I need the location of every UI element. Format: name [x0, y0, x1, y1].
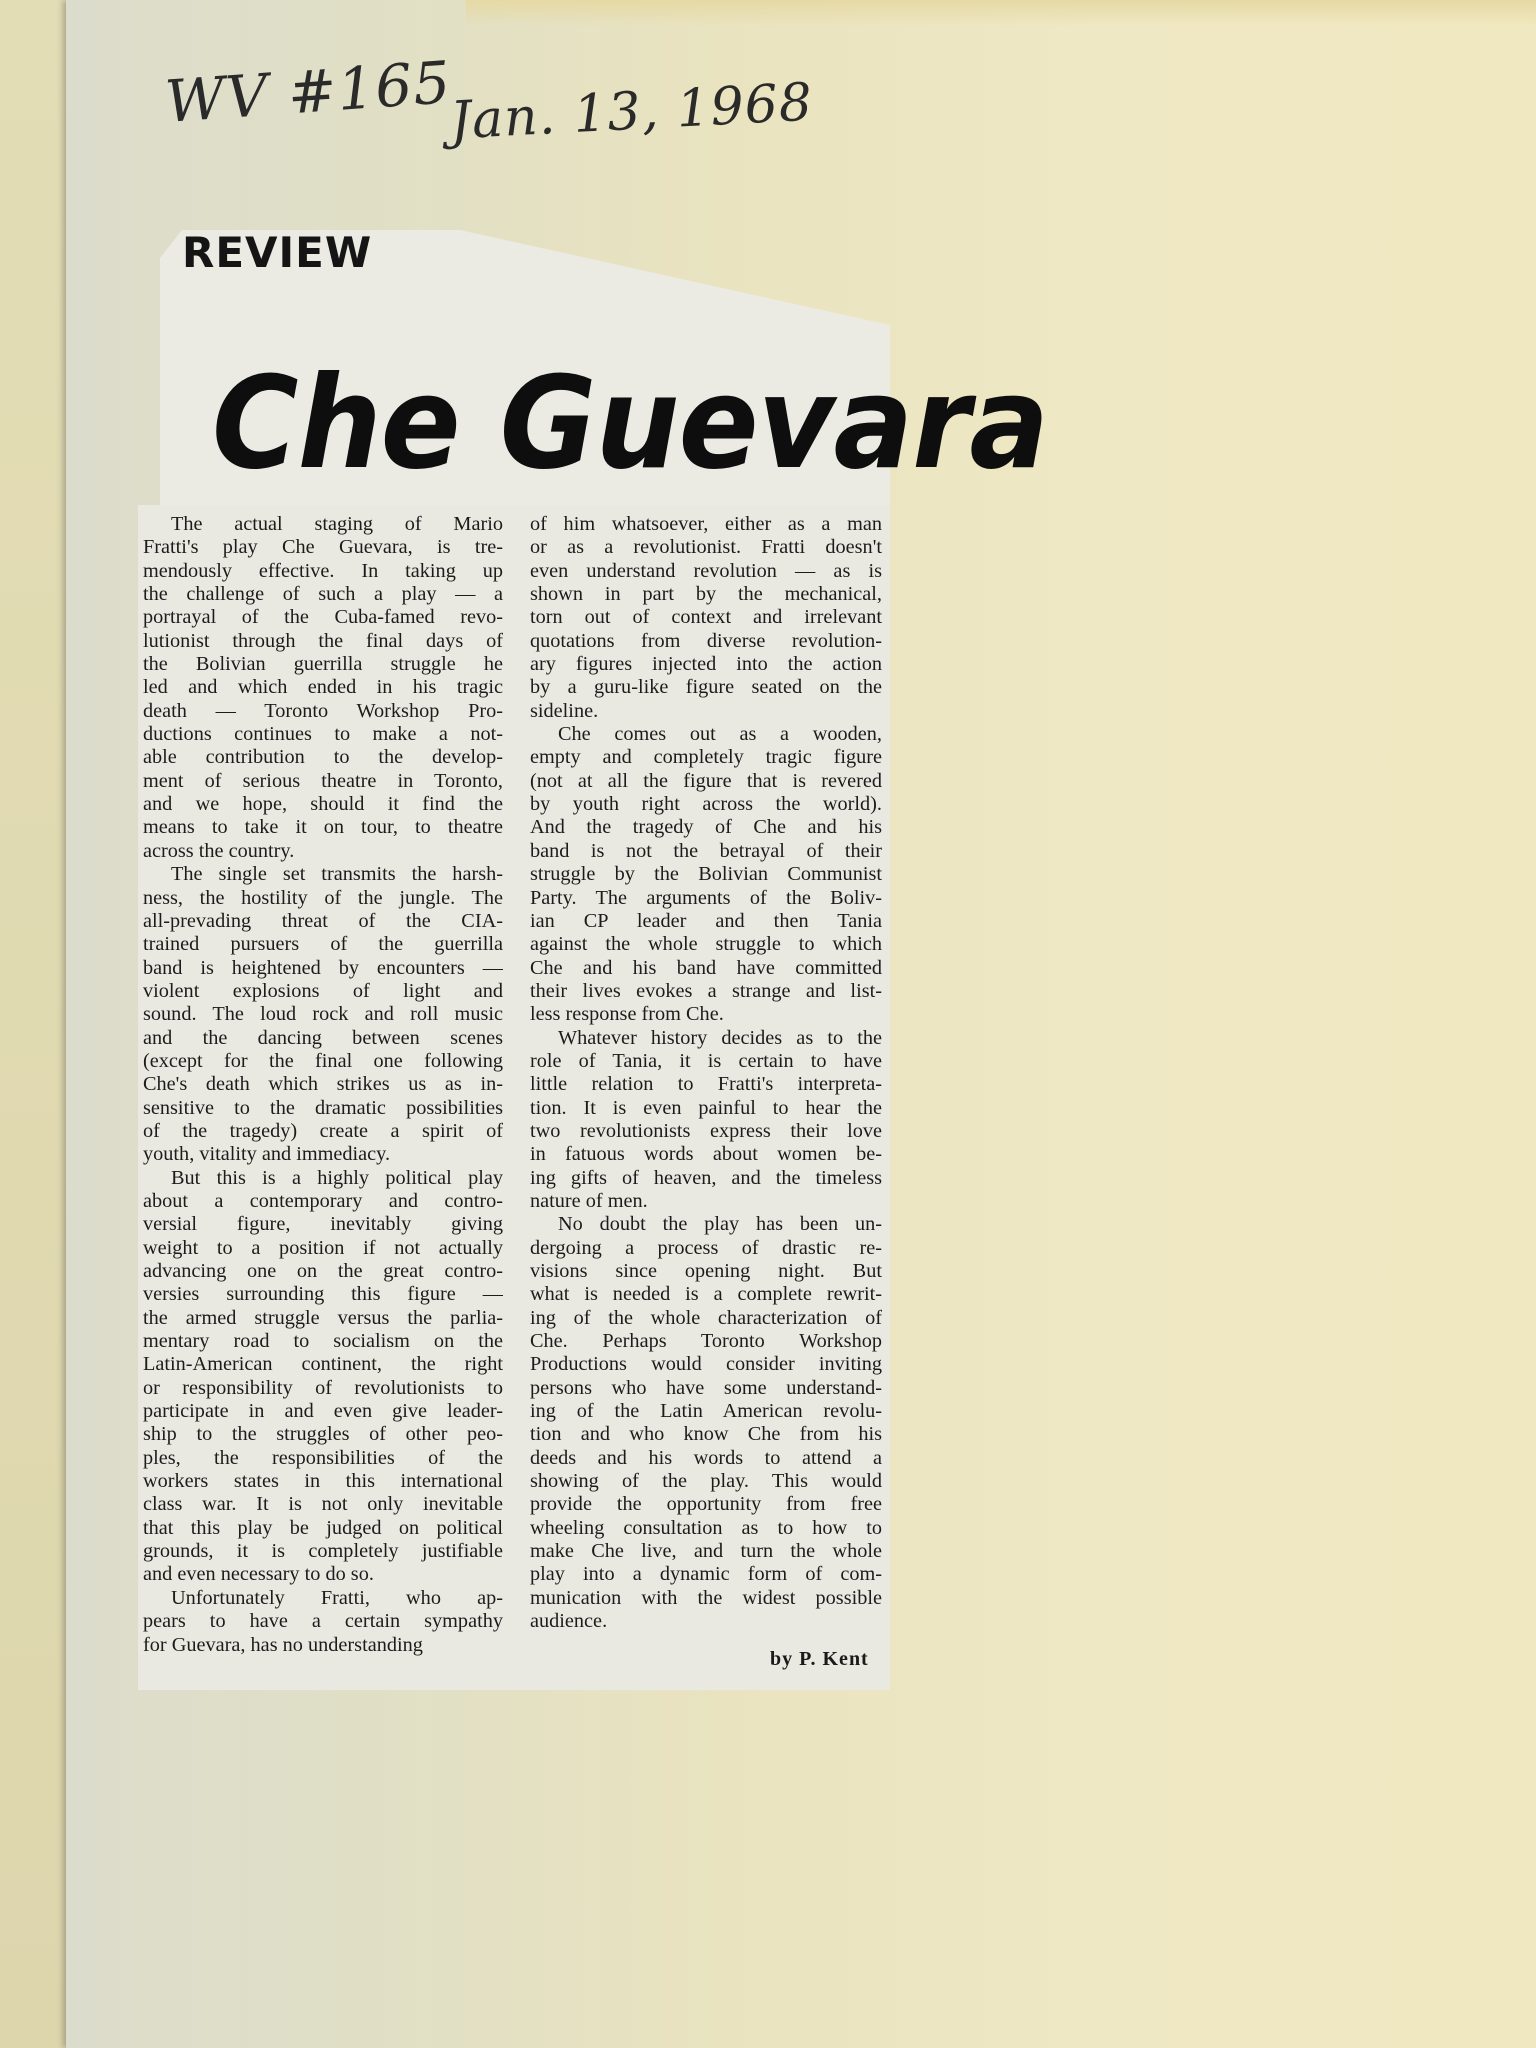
article-line: make Che live, and turn the whole: [530, 1540, 882, 1563]
article-line: versial figure, inevitably giving: [143, 1213, 503, 1236]
article-line: participate in and even give leader-: [143, 1400, 503, 1423]
article-column-right: [530, 513, 882, 1634]
article-line: No doubt the play has been un-: [558, 1213, 882, 1236]
article-line: struggle by the Bolivian Communist: [530, 863, 882, 886]
article-line: visions since opening night. But: [530, 1260, 882, 1282]
article-line: munication with the widest possible: [530, 1586, 882, 1609]
byline: by P. Kent: [770, 1648, 869, 1670]
article-line: lutionist through the final days of: [143, 629, 503, 652]
article-line: against the whole struggle to which: [530, 933, 882, 956]
article-line: by a guru-like figure seated on the: [530, 676, 882, 699]
handwritten-reference: WV #165: [162, 48, 454, 136]
article-line: ing of the Latin American revolu-: [530, 1400, 882, 1423]
article-line: ment of serious theatre in Toronto,: [143, 769, 503, 792]
article-line: two revolutionists express their love: [530, 1119, 882, 1142]
article-line: But this is a highly political play: [171, 1166, 503, 1189]
article-line: role of Tania, it is certain to have: [530, 1049, 882, 1072]
article-line: weight to a position if not actually: [143, 1236, 503, 1259]
article-line: quotations from diverse revolution-: [530, 629, 882, 652]
article-line: or as a revolutionist. Fratti doesn't: [530, 536, 882, 559]
article-line: ductions continues to make a not-: [143, 723, 503, 746]
article-line: of him whatsoever, either as a man: [530, 513, 882, 535]
article-column-left: [143, 513, 503, 1657]
article-line: Latin-American continent, the right: [143, 1353, 503, 1376]
article-line: and we hope, should it find the: [143, 793, 503, 816]
article-line: ing of the whole characterization of: [530, 1306, 882, 1329]
article-line: by youth right across the world).: [530, 793, 882, 816]
article-line: for Guevara, has no understanding: [143, 1633, 423, 1656]
article-line: (not at all the figure that is revered: [530, 769, 882, 792]
article-line: advancing one on the great contro-: [143, 1260, 503, 1282]
article-line: ing gifts of heaven, and the timeless: [530, 1166, 882, 1189]
article-line: ples, the responsibilities of the: [143, 1446, 503, 1469]
article-line: and even necessary to do so.: [143, 1563, 374, 1586]
headline: Che Guevara: [212, 348, 1048, 498]
article-line: their lives evokes a strange and list-: [530, 979, 882, 1002]
article-line: play into a dynamic form of com-: [530, 1563, 882, 1586]
article-line: And the tragedy of Che and his: [530, 816, 882, 839]
article-line: ness, the hostility of the jungle. The: [143, 886, 503, 909]
article-line: that this play be judged on political: [143, 1516, 503, 1539]
article-line: in fatuous words about women be-: [530, 1143, 882, 1166]
article-line: Che. Perhaps Toronto Workshop: [530, 1330, 882, 1353]
article-line: Che's death which strikes us as in-: [143, 1073, 503, 1096]
article-line: little relation to Fratti's interpreta-: [530, 1073, 882, 1096]
article-line: class war. It is not only inevitable: [143, 1493, 503, 1516]
article-line: workers states in this international: [143, 1470, 503, 1493]
article-line: mentary road to socialism on the: [143, 1330, 503, 1353]
article-line: ship to the struggles of other peo-: [143, 1423, 503, 1446]
handwritten-date: Jan. 13, 1968: [448, 72, 815, 152]
article-line: ian CP leader and then Tania: [530, 909, 882, 932]
article-line: The actual staging of Mario: [171, 513, 503, 535]
article-line: versies surrounding this figure —: [143, 1283, 503, 1306]
article-line: death — Toronto Workshop Pro-: [143, 699, 503, 722]
article-line: the Bolivian guerrilla struggle he: [143, 653, 503, 676]
article-line: persons who have some understand-: [530, 1376, 882, 1399]
article-line: Productions would consider inviting: [530, 1353, 882, 1376]
article-line: Whatever history decides as to the: [558, 1026, 882, 1049]
article-line: grounds, it is completely justifiable: [143, 1540, 503, 1563]
article-line: nature of men.: [530, 1189, 648, 1212]
article-line: even understand revolution — as is: [530, 559, 882, 582]
article-line: means to take it on tour, to theatre: [143, 816, 503, 839]
article-line: (except for the final one following: [143, 1049, 503, 1072]
section-label: REVIEW: [182, 228, 373, 277]
article-line: wheeling consultation as to how to: [530, 1516, 882, 1539]
article-line: sound. The loud rock and roll music: [143, 1003, 503, 1026]
article-line: of the tragedy) create a spirit of: [143, 1119, 503, 1142]
article-line: Che comes out as a wooden,: [558, 723, 882, 746]
article-line: showing of the play. This would: [530, 1470, 882, 1493]
article-line: trained pursuers of the guerrilla: [143, 933, 503, 956]
sheet-top-edge: [466, 0, 1536, 26]
article-line: band is not the betrayal of their: [530, 839, 882, 862]
article-line: Che and his band have committed: [530, 956, 882, 979]
article-line: band is heightened by encounters —: [143, 956, 503, 979]
article-line: tion. It is even painful to hear the: [530, 1096, 882, 1119]
article-line: or responsibility of revolutionists to: [143, 1376, 503, 1399]
article-line: the challenge of such a play — a: [143, 583, 503, 606]
article-line: across the country.: [143, 839, 295, 862]
article-line: shown in part by the mechanical,: [530, 583, 882, 606]
article-line: Unfortunately Fratti, who ap-: [171, 1586, 503, 1609]
article-line: dergoing a process of drastic re-: [530, 1236, 882, 1259]
article-line: youth, vitality and immediacy.: [143, 1143, 391, 1166]
article-line: all-prevading threat of the CIA-: [143, 909, 503, 932]
article-line: ary figures injected into the action: [530, 653, 882, 676]
article-line: sideline.: [530, 699, 599, 722]
article-line: tion and who know Che from his: [530, 1423, 882, 1446]
article-line: violent explosions of light and: [143, 979, 503, 1002]
article-line: audience.: [530, 1610, 608, 1633]
article-line: portrayal of the Cuba-famed revo-: [143, 606, 503, 629]
article-line: deeds and his words to attend a: [530, 1446, 882, 1469]
article-line: mendously effective. In taking up: [143, 559, 503, 582]
article-line: about a contemporary and contro-: [143, 1189, 503, 1212]
article-line: what is needed is a complete rewrit-: [530, 1283, 882, 1306]
article-line: Party. The arguments of the Boliv-: [530, 886, 882, 909]
article-line: Fratti's play Che Guevara, is tre-: [143, 536, 503, 559]
article-line: torn out of context and irrelevant: [530, 606, 882, 629]
article-line: provide the opportunity from free: [530, 1493, 882, 1516]
article-line: the armed struggle versus the parlia-: [143, 1306, 503, 1329]
article-line: able contribution to the develop-: [143, 746, 503, 769]
article-line: The single set transmits the harsh-: [171, 863, 503, 886]
article-line: empty and completely tragic figure: [530, 746, 882, 769]
article-line: sensitive to the dramatic possibilities: [143, 1096, 503, 1119]
article-line: and the dancing between scenes: [143, 1026, 503, 1049]
article-line: less response from Che.: [530, 1003, 724, 1026]
article-line: pears to have a certain sympathy: [143, 1610, 503, 1633]
article-line: led and which ended in his tragic: [143, 676, 503, 699]
